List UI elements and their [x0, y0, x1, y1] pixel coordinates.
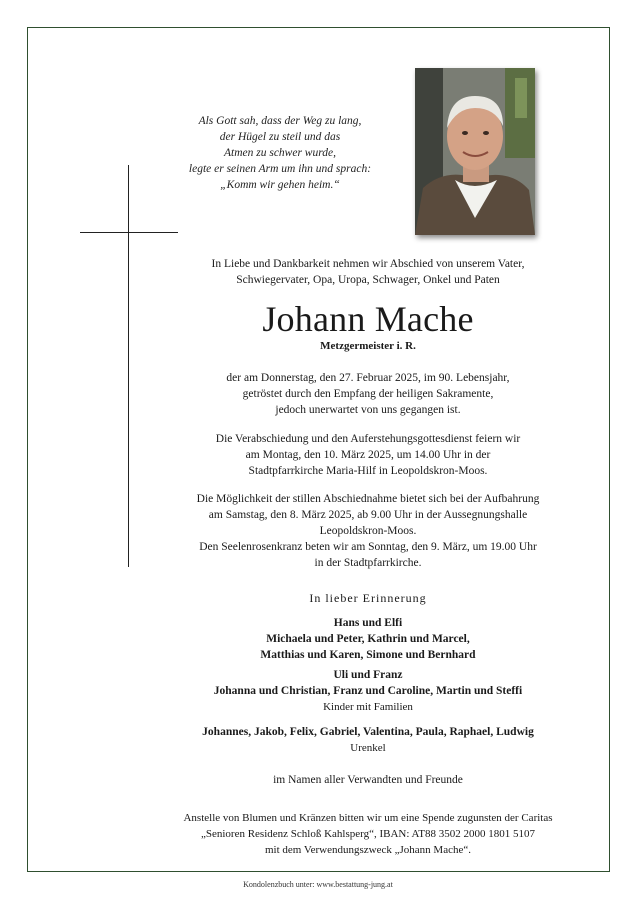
- great-grandchildren-names: Johannes, Jakob, Felix, Gabriel, Valentina, Paula, Raphael, Ludwig: [202, 726, 534, 738]
- family-line: Johanna und Christian, Franz und Caroline, Martin und Steffi: [213, 685, 523, 697]
- great-grandchildren-label: Urenkel: [350, 742, 386, 754]
- family-line: Uli und Franz: [333, 669, 403, 681]
- portrait-photo: [415, 68, 535, 235]
- donation-note: [140, 810, 596, 858]
- text-line: getröstet durch den Empfang der heiligen Sakramente,: [242, 388, 494, 400]
- text-line: Die Möglichkeit der stillen Abschiednahme bietet sich bei der Aufbahrung: [196, 493, 540, 505]
- text-line: am Samstag, den 8. März 2025, ab 9.00 Uhr in der Aussegnungshalle: [208, 509, 528, 521]
- text-line: Stadtpfarrkirche Maria-Hilf in Leopoldskron-Moos.: [248, 465, 488, 477]
- cross-vertical: [128, 165, 129, 567]
- children-label: Kinder mit Familien: [323, 701, 413, 713]
- cross-horizontal: [80, 232, 178, 233]
- family-line: Hans und Elfi: [333, 617, 403, 629]
- deceased-name: Johann Mache: [262, 299, 474, 339]
- text-line: Den Seelenrosenkranz beten wir am Sonntag, den 9. März, um 19.00 Uhr: [199, 541, 537, 553]
- text-line: Leopoldskron-Moos.: [319, 525, 417, 537]
- poem-line: Als Gott sah, dass der Weg zu lang,: [198, 115, 362, 127]
- condolence-book-link[interactable]: Kondolenzbuch unter: www.bestattung-jung.at: [243, 880, 393, 889]
- family-line: Michaela und Peter, Kathrin und Marcel,: [266, 633, 470, 645]
- donation-line: mit dem Verwendungszweck „Johann Mache“.: [265, 844, 471, 856]
- poem-line: der Hügel zu steil und das: [219, 131, 341, 143]
- memory-heading: In lieber Erinnerung: [309, 591, 427, 605]
- great-grandchildren: [140, 724, 596, 756]
- text-line: der am Donnerstag, den 27. Februar 2025, im 90. Lebensjahr,: [226, 372, 510, 384]
- donation-line: „Senioren Residenz Schloß Kahlsperg“, IBAN: AT88 3502 2000 1801 5107: [200, 828, 536, 840]
- viewing-paragraph: [140, 491, 596, 571]
- text-line: in der Stadtpfarrkirche.: [314, 557, 422, 569]
- intro-text: [140, 256, 596, 288]
- text-line: Die Verabschiedung und den Auferstehungsgottesdienst feiern wir: [215, 433, 521, 445]
- poem: [150, 113, 410, 193]
- death-paragraph: [140, 370, 596, 418]
- relatives-line: im Namen aller Verwandten und Freunde: [273, 774, 463, 786]
- portrait-image: [415, 68, 535, 235]
- poem-line: Atmen zu schwer wurde,: [223, 147, 336, 159]
- poem-line: „Komm wir gehen heim.“: [220, 179, 340, 191]
- family-group-2: [140, 667, 596, 715]
- deceased-profession: Metzgermeister i. R.: [320, 340, 416, 352]
- text-line: am Montag, den 10. März 2025, um 14.00 Uhr in der: [245, 449, 491, 461]
- service-paragraph: [140, 431, 596, 479]
- intro-line: Schwiegervater, Opa, Uropa, Schwager, Onkel und Paten: [236, 274, 500, 286]
- poem-line: legte er seinen Arm um ihn und sprach:: [188, 163, 372, 175]
- donation-line: Anstelle von Blumen und Kränzen bitten wir um eine Spende zugunsten der Caritas: [183, 812, 553, 824]
- text-line: jedoch unerwartet von uns gegangen ist.: [275, 404, 461, 416]
- family-line: Matthias und Karen, Simone und Bernhard: [260, 649, 476, 661]
- family-group-1: [140, 615, 596, 663]
- intro-line: In Liebe und Dankbarkeit nehmen wir Abschied von unserem Vater,: [211, 258, 525, 270]
